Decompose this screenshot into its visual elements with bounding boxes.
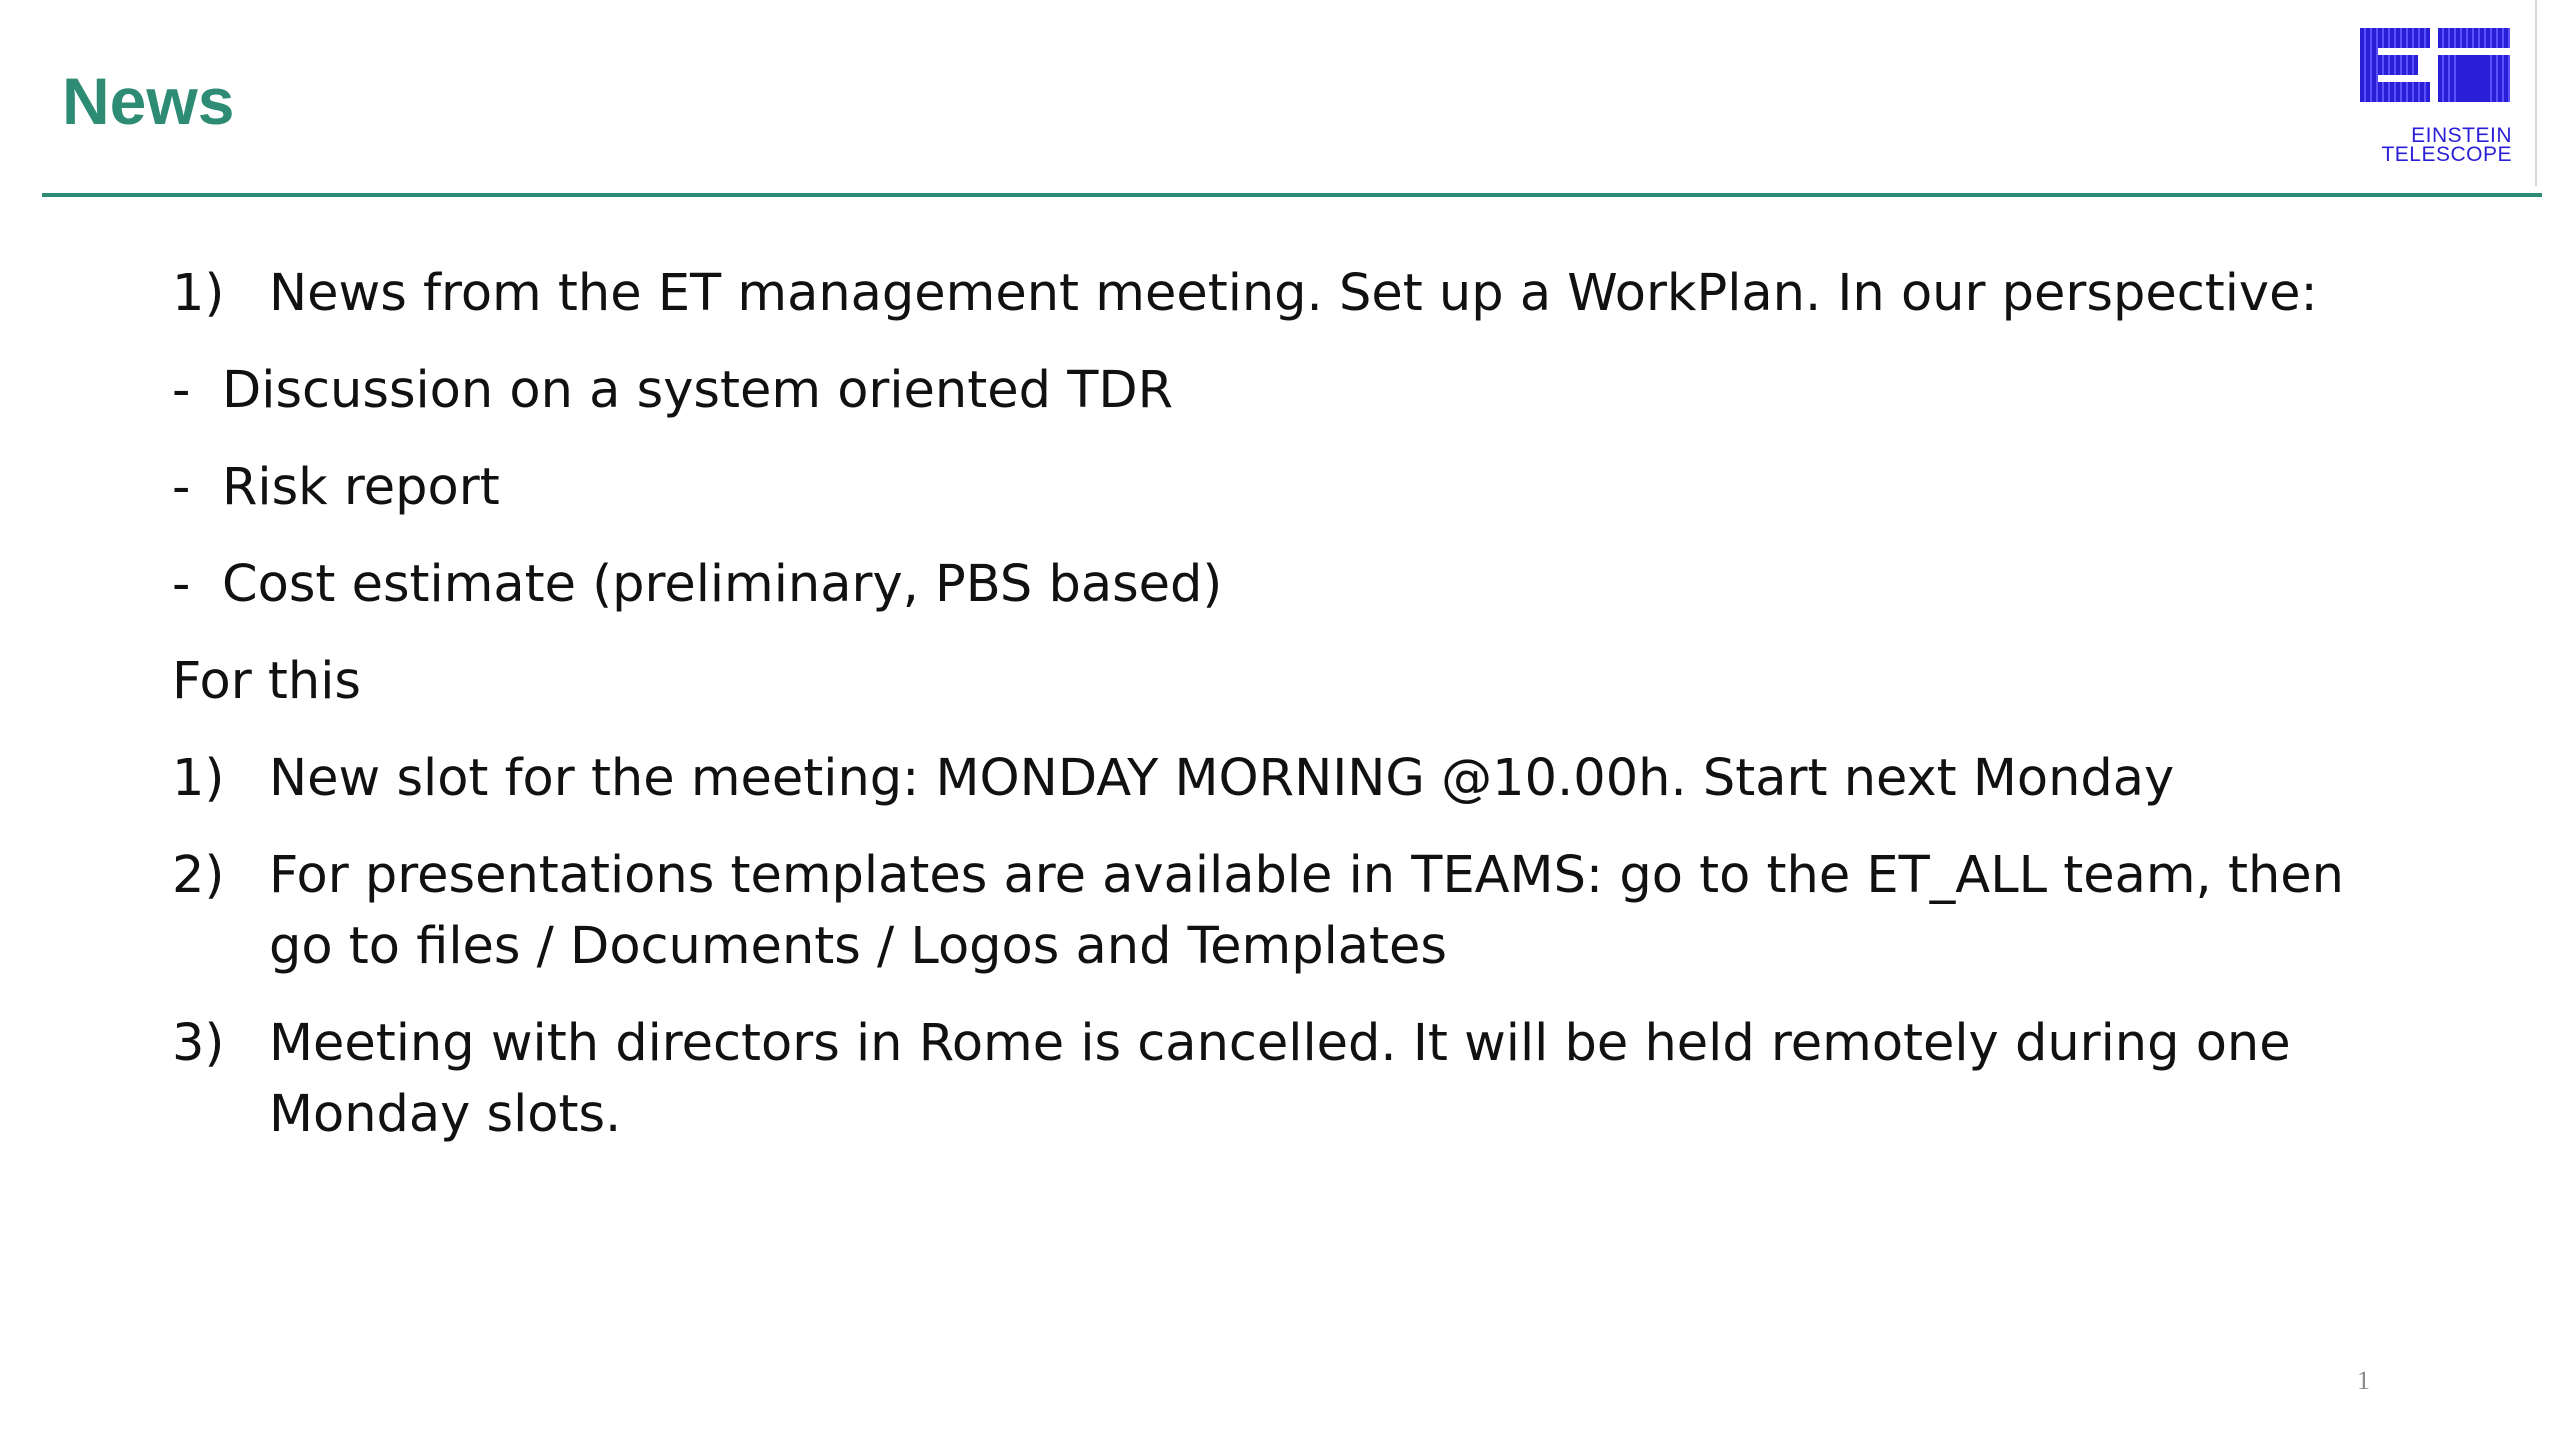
list-marker: 1) xyxy=(172,749,225,808)
edge-divider xyxy=(2535,0,2537,186)
logo-line-telescope: TELESCOPE xyxy=(2381,143,2512,166)
list-marker: - xyxy=(172,458,191,517)
list-item xyxy=(172,743,2412,814)
slide-title: News xyxy=(62,64,235,138)
logo-line-einstein: EINSTEIN xyxy=(2411,124,2512,147)
list-item-text: Risk report xyxy=(222,458,500,517)
logo-wordmark xyxy=(2381,126,2512,164)
title-divider xyxy=(42,193,2542,197)
list-marker: 2) xyxy=(172,846,225,905)
list-item xyxy=(172,549,2412,620)
list-item-text: For presentations templates are available in TEAMS: go to the ET_ALL team, then go to files / Documents / Logos and Templates xyxy=(269,846,2344,976)
einstein-telescope-logo xyxy=(2360,28,2512,168)
list-marker: - xyxy=(172,361,191,420)
list-marker: 1) xyxy=(172,264,225,323)
list-item xyxy=(172,258,2412,329)
list-item-text: For this xyxy=(172,652,361,711)
list-item-text: Cost estimate (preliminary, PBS based) xyxy=(222,555,1223,614)
list-marker: - xyxy=(172,555,191,614)
list-item-text: Meeting with directors in Rome is cancelled. It will be held remotely during one Monday slots. xyxy=(269,1014,2291,1144)
list-item xyxy=(172,452,2412,523)
list-marker: 3) xyxy=(172,1014,225,1073)
et-logo-icon xyxy=(2360,28,2510,102)
list-item xyxy=(172,355,2412,426)
list-item-text: New slot for the meeting: MONDAY MORNING @10.00h. Start next Monday xyxy=(269,749,2175,808)
list-item-text: News from the ET management meeting. Set up a WorkPlan. In our perspective: xyxy=(269,264,2318,323)
page-number: 1 xyxy=(2357,1366,2370,1395)
list-item xyxy=(172,1008,2412,1150)
list-item xyxy=(172,646,2412,717)
list-item xyxy=(172,840,2412,982)
slide-body xyxy=(172,258,2412,1176)
list-item-text: Discussion on a system oriented TDR xyxy=(222,361,1174,420)
